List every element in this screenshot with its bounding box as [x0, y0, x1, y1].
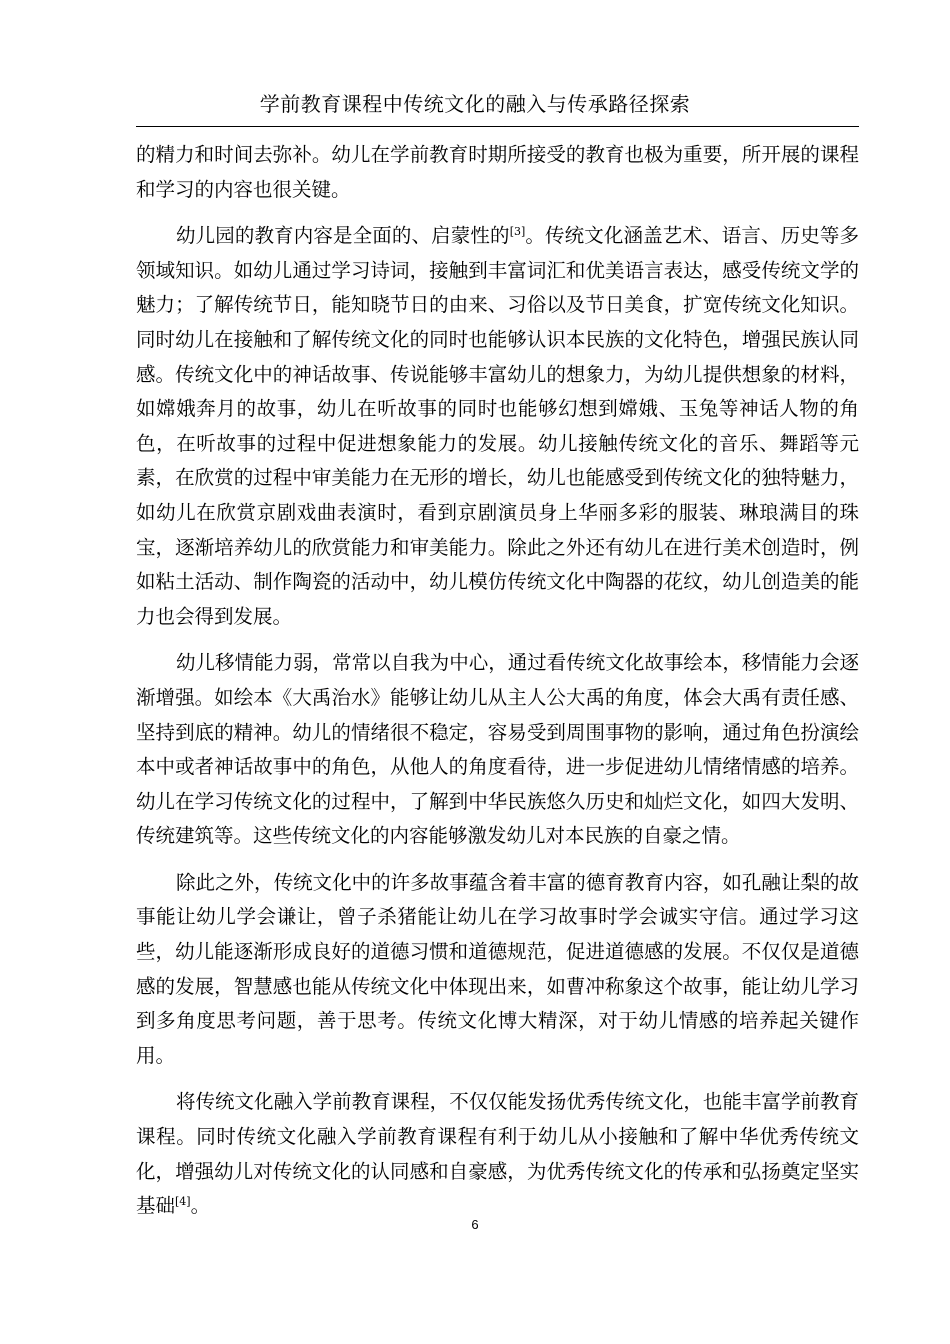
header-divider: [136, 126, 859, 127]
citation-4: [4]: [175, 1195, 191, 1209]
paragraph-4: 除此之外，传统文化中的许多故事蕴含着丰富的德育教育内容，如孔融让梨的故事能让幼儿学会谦让，曾子杀猪能让幼儿在学习故事时学会诚实守信。通过学习这些，幼儿能逐渐形成良好的道德习惯和道德规范，促进道德感的发展。不仅仅是道德感的发展，智慧感也能从传统文化中体现出来，如曹冲称象这个故事，能让幼儿学习到多角度思考问题，善于思考。传统文化博大精深，对于幼儿情感的培养起关键作用。: [136, 870, 859, 1067]
paragraph-2-text-start: 幼儿园的教育内容是全面的、启蒙性的: [176, 224, 510, 248]
paragraph-5: [136, 1085, 859, 1223]
page-number: 6: [471, 1217, 479, 1232]
paragraph-3: 幼儿移情能力弱，常常以自我为中心，通过看传统文化故事绘本，移情能力会逐渐增强。如绘本《大禹治水》能够让幼儿从主人公大禹的角度，体会大禹有责任感、坚持到底的精神。幼儿的情绪很不稳定，容易受到周围事物的影响，通过角色扮演绘本中或者神话故事中的角色，从他人的角度看待，进一步促进幼儿情绪情感的培养。幼儿在学习传统文化的过程中，了解到中华民族悠久历史和灿烂文化，如四大发明、传统建筑等。这些传统文化的内容能够激发幼儿对本民族的自豪之情。: [136, 651, 859, 848]
paragraph-5-text-end: 。: [190, 1194, 211, 1218]
running-header-title: 学前教育课程中传统文化的融入与传承路径探索: [259, 92, 691, 116]
paragraph-1: 的精力和时间去弥补。幼儿在学前教育时期所接受的教育也极为重要，所开展的课程和学习的内容也很关键。: [136, 143, 859, 201]
citation-3: [3]: [509, 225, 526, 239]
paragraph-5-text-start: 将传统文化融入学前教育课程，不仅仅能发扬优秀传统文化，也能丰富学前教育课程。同时传统文化融入学前教育课程有利于幼儿从小接触和了解中华优秀传统文化，增强幼儿对传统文化的认同感和自豪感，为优秀传统文化的传承和弘扬奠定坚实基础: [136, 1090, 859, 1218]
paragraph-2: [136, 219, 859, 634]
paragraph-2-text-end: 。传统文化涵盖艺术、语言、历史等多领域知识。如幼儿通过学习诗词，接触到丰富词汇和优美语言表达，感受传统文学的魅力；了解传统节日，能知晓节日的由来、习俗以及节日美食，扩宽传统文化知识。同时幼儿在接触和了解传统文化的同时也能够认识本民族的文化特色，增强民族认同感。传统文化中的神话故事、传说能够丰富幼儿的想象力，为幼儿提供想象的材料，如嫦娥奔月的故事，幼儿在听故事的同时也能够幻想到嫦娥、玉兔等神话人物的角色，在听故事的过程中促进想象能力的发展。幼儿接触传统文化的音乐、舞蹈等元素，在欣赏的过程中审美能力在无形的增长，幼儿也能感受到传统文化的独特魅力，如幼儿在欣赏京剧戏曲表演时，看到京剧演员身上华丽多彩的服装、琳琅满目的珠宝，逐渐培养幼儿的欣赏能力和审美能力。除此之外还有幼儿在进行美术创造时，例如粘土活动、制作陶瓷的活动中，幼儿模仿传统文化中陶器的花纹，幼儿创造美的能力也会得到发展。: [136, 224, 859, 628]
body-text: [136, 138, 859, 1236]
